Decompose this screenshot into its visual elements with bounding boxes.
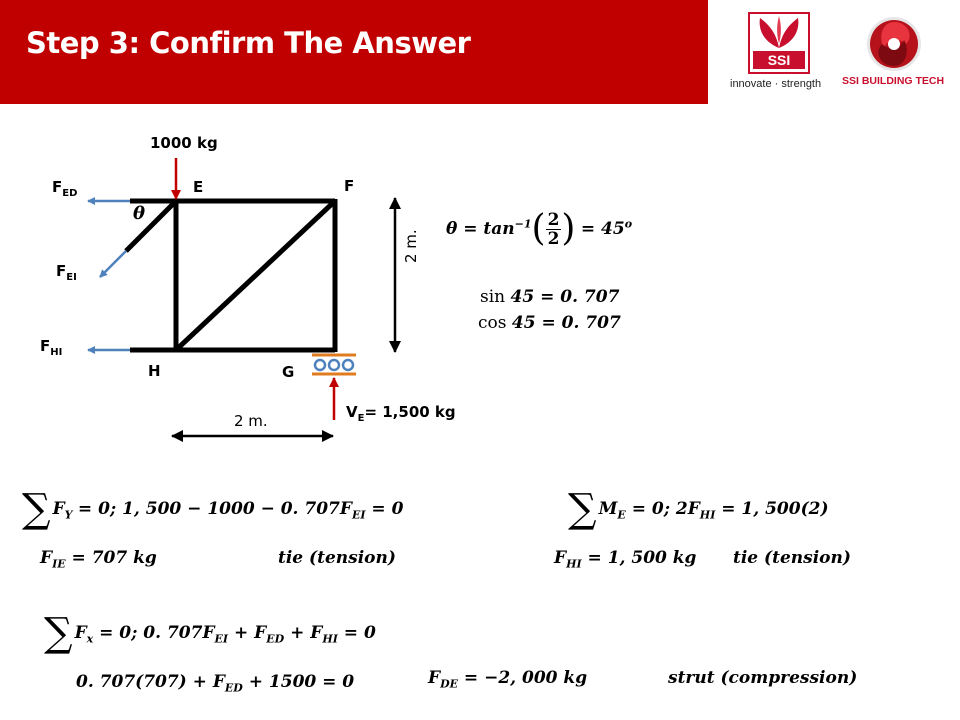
force-ei-subscript: EI [66, 272, 77, 283]
fde-result: $F_{DE} = -2$, 000 kg [428, 668, 588, 691]
member-hf [176, 201, 335, 350]
logo-tagline: innovate · strength [730, 78, 822, 90]
joint-h-label: H [148, 362, 161, 380]
dim-vertical-label: 2 m. [402, 229, 420, 263]
fraction: $\frac{2}{2}$ [547, 210, 560, 249]
force-ei-label: $F_{EI}$ [56, 262, 77, 283]
theta-label: θ [133, 203, 146, 224]
page-title: Step 3: Confirm The Answer [26, 26, 471, 60]
theta-equation: $\theta = \tan^{-1}$( $\frac{2}{2}$ ) = $45^o$ [446, 208, 633, 249]
reaction-subscript: E [357, 413, 365, 424]
joint-e-label: E [193, 178, 204, 196]
fhi-result: $F_{HI} = 1$, 500 kg [554, 548, 697, 571]
sum-me-equation: ∑ $M_E = 0$; $2F_{HI} = 1$, 500(2) [568, 486, 829, 532]
fde-type: strut (compression) [668, 668, 858, 688]
joint-f-label: F [344, 177, 355, 195]
force-hi-label: $F_{HI}$ [40, 337, 63, 358]
theta-eq-text: θ = tan [446, 219, 515, 239]
force-ed-label: $F_{ED}$ [52, 178, 78, 199]
sin-equation: sin 45 = 0. 707 [480, 287, 620, 307]
sum-fx-equation: ∑ $F_x = 0$; 0. $707F_{EI} + F_{ED} + F_{HI} = 0$ [44, 610, 376, 656]
force-hi-subscript: HI [50, 347, 63, 358]
cos-equation: cos 45 = 0. 707 [478, 313, 621, 333]
dim-horizontal-label: 2 m. [234, 412, 268, 430]
roller-icon [329, 360, 339, 370]
fed-substitution: 0. $707(707) + F_{ED} + 1500 = 0$ [76, 672, 355, 695]
force-ei-arrow [100, 251, 126, 277]
load-label: 1000 kg [150, 134, 218, 152]
force-ed-subscript: ED [62, 188, 78, 199]
fhi-type: tie (tension) [733, 548, 851, 568]
sum-fy-equation: ∑ $F_Y = 0$; 1, 500 − 1000 − 0. $707F_{EI} = 0$ [22, 486, 404, 532]
reaction-label: $V_E= 1,500$ kg [346, 403, 456, 424]
fie-result: $F_{IE} = 707$ kg [40, 548, 157, 571]
joint-g-label: G [282, 363, 295, 381]
fie-type: tie (tension) [278, 548, 396, 568]
ssi-logo-text: SSI [753, 51, 805, 69]
roller-icon [343, 360, 353, 370]
reaction-value: = 1,500 kg [364, 403, 456, 421]
roller-icon [315, 360, 325, 370]
brand-name: SSI BUILDING TECH [842, 75, 945, 87]
